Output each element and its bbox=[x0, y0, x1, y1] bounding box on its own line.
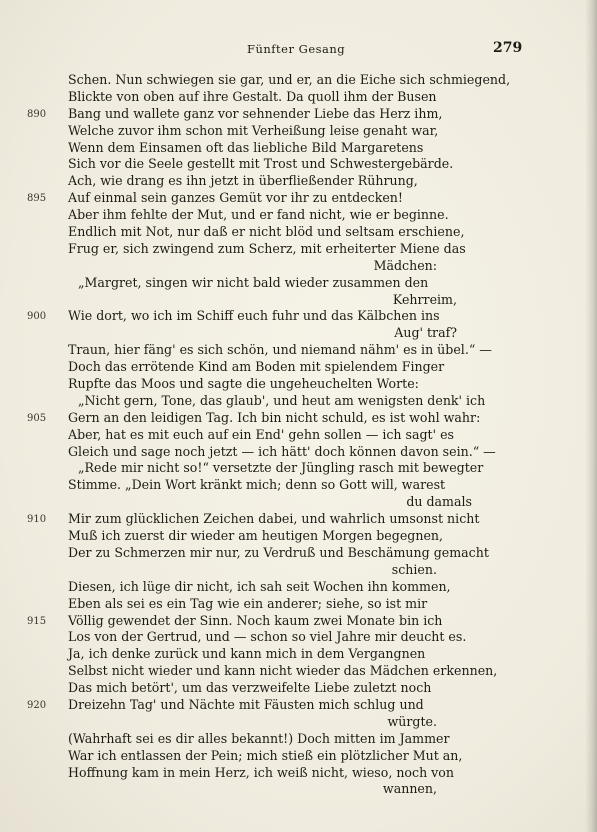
line-text: Schen. Nun schwiegen sie gar, und er, an die Eiche sich schmiegend, bbox=[68, 72, 511, 87]
line-text: Mädchen: bbox=[373, 257, 437, 273]
line-number: 915 bbox=[27, 615, 47, 627]
line-text: Gern an den leidigen Tag. Ich bin nicht schuld, es ist wohl wahr: bbox=[68, 409, 481, 425]
verse-line bbox=[0, 207, 597, 224]
line-number: 890 bbox=[27, 108, 47, 120]
verse-line bbox=[0, 393, 597, 410]
verse-line bbox=[0, 545, 597, 562]
verse-line bbox=[0, 781, 597, 798]
verse-line bbox=[0, 72, 597, 89]
line-text: würgte. bbox=[387, 713, 437, 729]
line-number: 920 bbox=[27, 699, 47, 711]
verse-line bbox=[0, 511, 597, 528]
verse-line bbox=[0, 258, 597, 275]
verse-line bbox=[0, 494, 597, 511]
line-text: Wenn dem Einsamen oft das liebliche Bild Margaretens bbox=[68, 139, 424, 155]
line-number: 905 bbox=[27, 412, 47, 424]
line-text: Völlig gewendet der Sinn. Noch kaum zwei Monate bin ich bbox=[68, 612, 443, 628]
verse-line bbox=[0, 190, 597, 207]
verse-line bbox=[0, 427, 597, 444]
running-title: Fünfter Gesang bbox=[247, 42, 346, 56]
line-text: Frug er, sich zwingend zum Scherz, mit erheiterter Miene das bbox=[68, 240, 466, 256]
verse-line bbox=[0, 292, 597, 309]
verse-line bbox=[0, 714, 597, 731]
line-text: Kehrreim, bbox=[392, 291, 457, 307]
verse-line bbox=[0, 663, 597, 680]
line-text: Bang und wallete ganz vor sehnender Liebe das Herz ihm, bbox=[68, 105, 443, 121]
verse-line bbox=[0, 680, 597, 697]
line-text: wannen, bbox=[382, 781, 437, 797]
verse-line bbox=[0, 224, 597, 241]
verse-line bbox=[0, 731, 597, 748]
verse-line bbox=[0, 359, 597, 376]
verse-line bbox=[0, 528, 597, 545]
line-text: „Rede mir nicht so!“ versetzte der Jüngling rasch mit bewegter bbox=[78, 460, 484, 476]
line-text: Ja, ich denke zurück und kann mich in dem Vergangnen bbox=[68, 646, 426, 662]
verse-line bbox=[0, 629, 597, 646]
verse-line bbox=[0, 444, 597, 461]
verse-line bbox=[0, 241, 597, 258]
line-text: Endlich mit Not, nur daß er nicht blöd und seltsam erschiene, bbox=[68, 224, 465, 240]
line-text: Los von der Gertrud, und — schon so viel Jahre mir deucht es. bbox=[68, 629, 467, 645]
line-number: 900 bbox=[27, 311, 47, 323]
line-text: Ach, wie drang es ihn jetzt in überfließender Rührung, bbox=[68, 173, 418, 189]
line-text: Muß ich zuerst dir wieder am heutigen Morgen begegnen, bbox=[68, 528, 444, 544]
line-text: Aug' traf? bbox=[394, 325, 457, 341]
line-text: du damals bbox=[406, 494, 472, 510]
line-text: (Wahrhaft sei es dir alles bekannt!) Doch mitten im Jammer bbox=[68, 730, 450, 746]
line-text: Eben als sei es ein Tag wie ein anderer; siehe, so ist mir bbox=[68, 595, 428, 611]
verse-line bbox=[0, 140, 597, 157]
line-text: Sich vor die Seele gestellt mit Trost und Schwestergebärde. bbox=[68, 156, 454, 172]
verse-line bbox=[0, 308, 597, 325]
line-text: Rupfte das Moos und sagte die ungeheuchelten Worte: bbox=[68, 376, 419, 392]
line-text: Mir zum glücklichen Zeichen dabei, und wahrlich umsonst nicht bbox=[68, 511, 480, 527]
verse-line bbox=[0, 376, 597, 393]
line-text: Welche zuvor ihm schon mit Verheißung leise genaht war, bbox=[68, 122, 439, 138]
verse-line bbox=[0, 173, 597, 190]
verse-line bbox=[0, 596, 597, 613]
verse-line bbox=[0, 106, 597, 123]
page-number: 279 bbox=[493, 40, 523, 56]
verse-line bbox=[0, 765, 597, 782]
line-text: Hoffnung kam in mein Herz, ich weiß nicht, wieso, noch von bbox=[68, 764, 454, 780]
verse-line bbox=[0, 460, 597, 477]
line-text: Der zu Schmerzen mir nur, zu Verdruß und Beschämung gemacht bbox=[68, 544, 489, 560]
line-text: War ich entlassen der Pein; mich stieß ein plötzlicher Mut an, bbox=[68, 747, 463, 763]
verse-line bbox=[0, 477, 597, 494]
verse-line bbox=[0, 579, 597, 596]
verse-line bbox=[0, 748, 597, 765]
running-head bbox=[0, 42, 597, 60]
line-text: Selbst nicht wieder und kann nicht wieder das Mädchen erkennen, bbox=[68, 663, 498, 679]
verse-line bbox=[0, 342, 597, 359]
verse-line bbox=[0, 410, 597, 427]
line-text: Dreizehn Tag' und Nächte mit Fäusten mich schlug und bbox=[68, 696, 424, 712]
verse-line bbox=[0, 156, 597, 173]
verse-line bbox=[0, 697, 597, 714]
line-text: Wie dort, wo ich im Schiff euch fuhr und das Kälbchen ins bbox=[68, 308, 440, 324]
line-text: Blickte von oben auf ihre Gestalt. Da quoll ihm der Busen bbox=[68, 88, 437, 104]
verse-line bbox=[0, 89, 597, 106]
verse-line bbox=[0, 275, 597, 292]
verse-line bbox=[0, 325, 597, 342]
verse-line bbox=[0, 646, 597, 663]
line-number: 895 bbox=[27, 193, 47, 205]
verse-line bbox=[0, 613, 597, 630]
line-text: „Nicht gern, Tone, das glaub', und heut am wenigsten denk' ich bbox=[78, 392, 486, 408]
line-text: Doch das errötende Kind am Boden mit spielendem Finger bbox=[68, 359, 445, 375]
verse-text bbox=[0, 72, 597, 812]
line-text: Auf einmal sein ganzes Gemüt vor ihr zu entdecken! bbox=[68, 190, 403, 206]
line-text: Stimme. „Dein Wort kränkt mich; denn so Gott will, warest bbox=[68, 477, 446, 493]
verse-line bbox=[0, 123, 597, 140]
line-text: „Margret, singen wir nicht bald wieder zusammen den bbox=[78, 274, 429, 290]
line-text: Traun, hier fäng' es sich schön, und niemand nähm' es in übel.“ — bbox=[68, 342, 492, 358]
line-text: Das mich betört', um das verzweifelte Liebe zuletzt noch bbox=[68, 680, 432, 696]
line-text: schien. bbox=[391, 561, 437, 577]
line-text: Diesen, ich lüge dir nicht, ich sah seit Wochen ihn kommen, bbox=[68, 578, 451, 594]
line-text: Gleich und sage noch jetzt — ich hätt' doch können davon sein.“ — bbox=[68, 443, 496, 459]
line-text: Aber, hat es mit euch auf ein End' gehn sollen — ich sagt' es bbox=[68, 426, 455, 442]
line-text: Aber ihm fehlte der Mut, und er fand nicht, wie er beginne. bbox=[68, 207, 449, 223]
line-number: 910 bbox=[27, 514, 47, 526]
verse-line bbox=[0, 562, 597, 579]
